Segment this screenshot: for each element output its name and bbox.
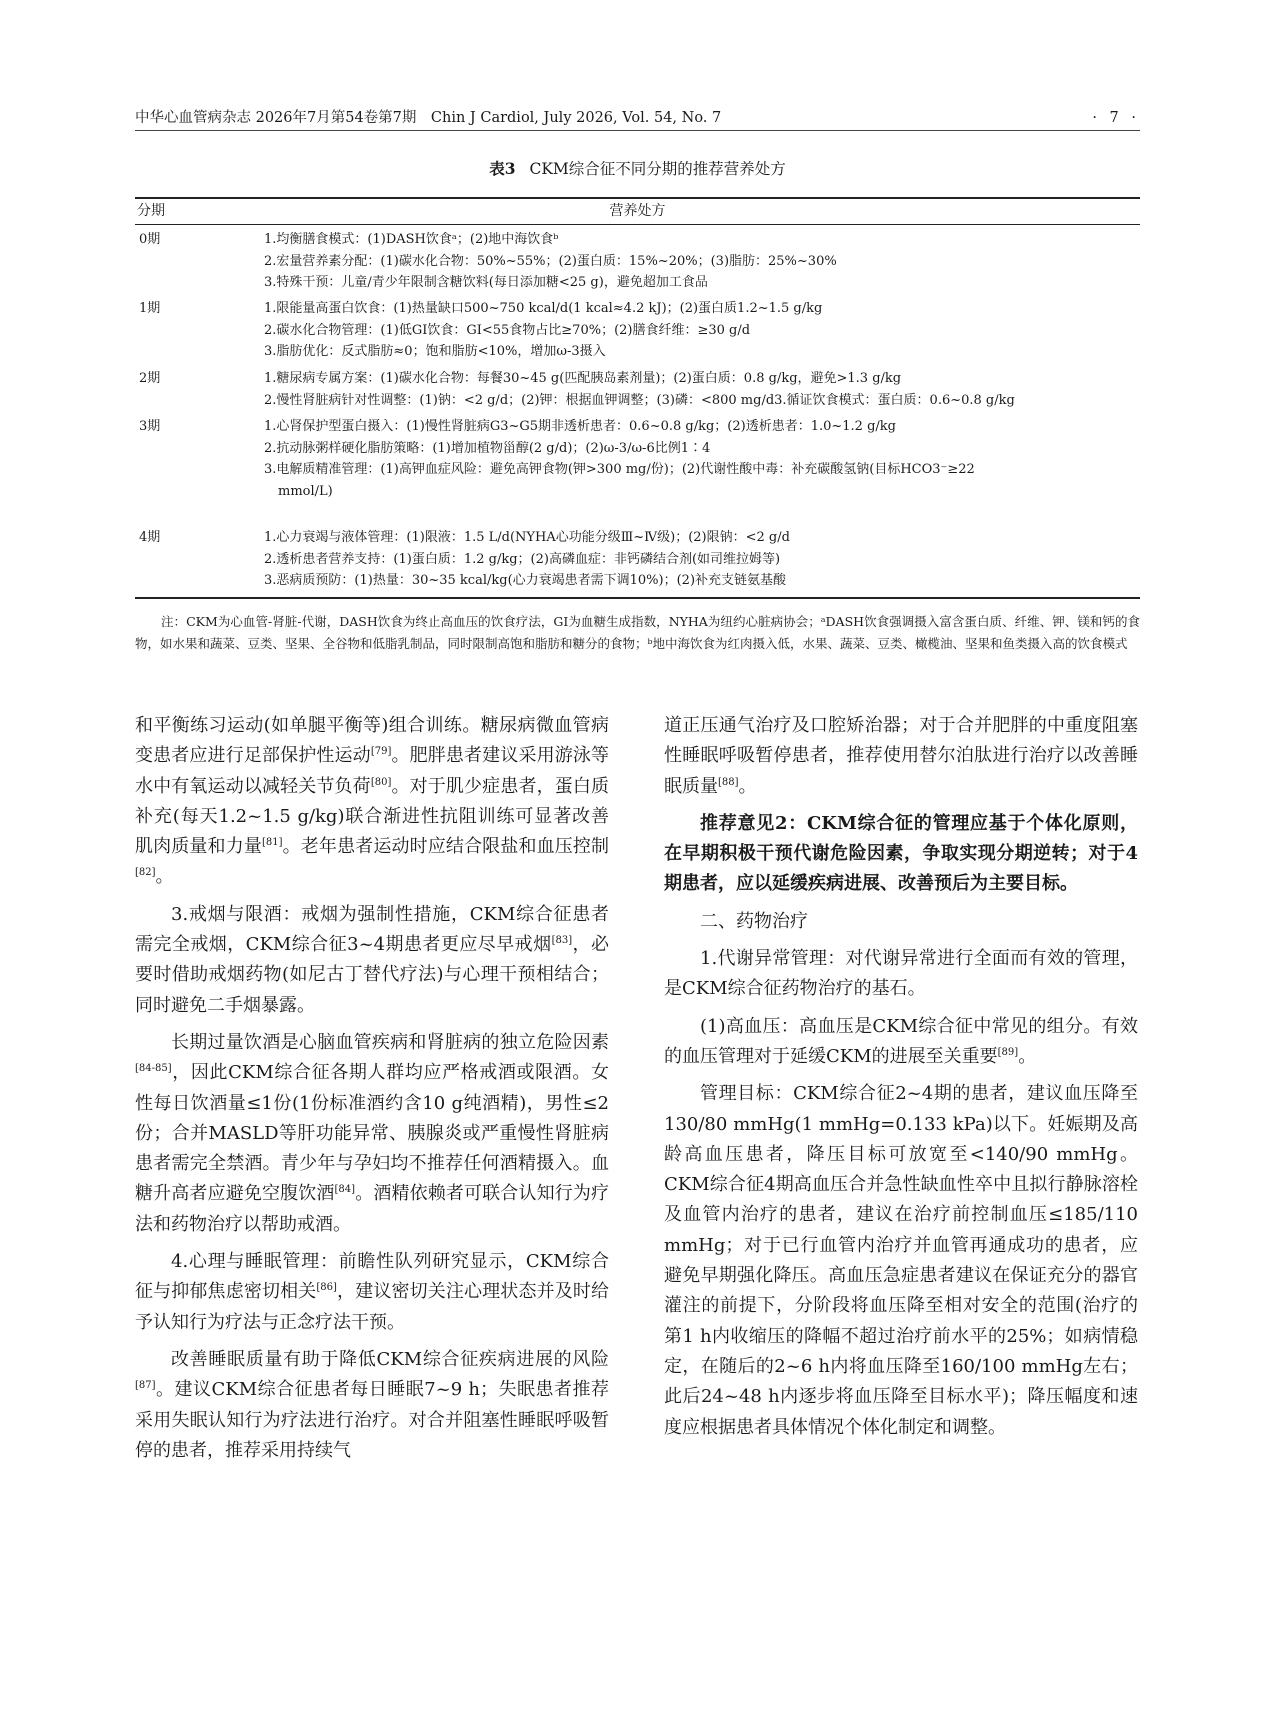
table-caption: CKM综合征不同分期的推荐营养处方 [529, 160, 786, 178]
paragraph: 3.戒烟与限酒：戒烟为强制性措施，CKM综合征患者需完全戒烟，CKM综合征3~4期患者更应尽早戒烟[83]，必要时借助戒烟药物(如尼古丁替代疗法)与心理干预相结合；同时避免二手烟暴露。 [135, 903, 610, 1016]
running-header [135, 106, 1140, 131]
row-item: 2.抗动脉粥样硬化脂肪策略：(1)增加植物甾醇(2 g/d)；(2)ω-3/ω-6比例1∶4 [264, 440, 711, 456]
row-stage: 4期 [139, 530, 161, 545]
paragraph: 和平衡练习运动(如单腿平衡等)组合训练。糖尿病微血管病变患者应进行足部保护性运动[79]。肥胖患者建议采用游泳等水中有氧运动以减轻关节负荷[80]。对于肌少症患者，蛋白质补充(每天1.2~1.5 g/kg)联合渐进性抗阻训练可显著改善肌肉质量和力量[81]。老年患者运动时应结合限盐和血压控制[82]。 [135, 715, 610, 888]
table-header-rule [135, 224, 1140, 225]
citation: [81] [261, 837, 283, 849]
table-title [135, 158, 1140, 180]
recommendation: 推荐意见2：CKM综合征的管理应基于个体化原则，在早期积极干预代谢危险因素，争取实现分期逆转；对于4期患者，应以延缓疾病进展、改善预后为主要目标。 [664, 812, 1138, 895]
table-bottom-rule [135, 597, 1140, 599]
col-header-prescription: 营养处方 [609, 203, 666, 219]
row-item: 1.心肾保护型蛋白摄入：(1)慢性肾脏病G3~G5期非透析患者：0.6~0.8 g/kg；(2)透析患者：1.0~1.2 g/kg [264, 419, 896, 434]
row-item: 3.脂肪优化：反式脂肪≈0；饱和脂肪<10%，增加ω-3摄入 [264, 344, 606, 359]
row-item: 3.特殊干预：儿童/青少年限制含糖饮料(每日添加糖<25 g)，避免超加工食品 [264, 275, 708, 290]
col-header-stage: 分期 [137, 203, 165, 219]
row-item: 1.均衡膳食模式：(1)DASH饮食ᵃ；(2)地中海饮食ᵇ [264, 232, 559, 247]
citation: [89] [997, 1046, 1019, 1058]
row-item: 2.碳水化合物管理：(1)低GI饮食：GI<55食物占比≥70%；(2)膳食纤维：≥30 g/d [264, 322, 751, 338]
row-item: 1.糖尿病专属方案：(1)碳水化合物：每餐30~45 g(匹配胰岛素剂量)；(2)蛋白质：0.8 g/kg，避免>1.3 g/kg [264, 371, 902, 386]
citation: [84] [334, 1184, 356, 1196]
paragraph: 改善睡眠质量有助于降低CKM综合征疾病进展的风险[87]。建议CKM综合征患者每日睡眠7~9 h；失眠患者推荐采用失眠认知行为疗法进行治疗。对合并阻塞性睡眠呼吸暂停的患者，推荐采用持续气 [135, 1348, 609, 1461]
citation: [83] [551, 935, 573, 947]
row-item: mmol/L) [278, 483, 333, 499]
citation: [82] [135, 867, 156, 879]
row-item: 1.限能量高蛋白饮食：(1)热量缺口500~750 kcal/d(1 kcal≈4.2 kJ)；(2)蛋白质1.2~1.5 g/kg [264, 301, 823, 316]
row-item: 3.电解质精准管理：(1)高钾血症风险：避免高钾食物(钾>300 mg/份)；(2)代谢性酸中毒：补充碳酸氢钠(目标HCO3⁻≥22 [264, 462, 975, 477]
table-label: 表3 [489, 159, 516, 178]
left-column [135, 711, 609, 1473]
table-note: 注：CKM为心血管-肾脏-代谢，DASH饮食为终止高血压的饮食疗法，GI为血糖生成指数，NYHA为纽约心脏病协会；ᵃDASH饮食强调摄入富含蛋白质、纤维、钾、镁和钙的食物，如水果和蔬菜、豆类、坚果、全谷物和低脂乳制品，同时限制高饱和脂肪和糖分的食物；ᵇ地中海饮食为红肉摄入低，水果、蔬菜、豆类、橄榄油、坚果和鱼类摄入高的饮食模式 [135, 614, 1140, 651]
row-stage: 1期 [139, 301, 161, 316]
row-item: 3.恶病质预防：(1)热量：30~35 kcal/kg(心力衰竭患者需下调10%)；(2)补充支链氨基酸 [264, 573, 787, 588]
paragraph: (1)高血压：高血压是CKM综合征中常见的组分。有效的血压管理对于延缓CKM的进展至关重要[89]。 [664, 1015, 1138, 1067]
citation: [80] [370, 776, 392, 788]
right-column [664, 711, 1138, 1450]
section-heading: 二、药物治疗 [700, 910, 808, 932]
citation: [88] [718, 776, 739, 788]
row-item: 1.心力衰竭与液体管理：(1)限液：1.5 L/d(NYHA心功能分级Ⅲ~Ⅳ级)；(2)限钠：<2 g/d [264, 530, 790, 545]
paragraph: 管理目标：CKM综合征2~4期的患者，建议血压降至130/80 mmHg(1 mmHg=0.133 kPa)以下。妊娠期及高龄高血压患者，降压目标可放宽至<140/90 mmHg。CKM综合征4期高血压合并急性缺血性卒中且拟行静脉溶栓及血管内治疗的患者，建议在治疗前控制血压≤185/110 mmHg；对于已行血管内治疗并血管再通成功的患者，应避免早期强化降压。高血压急症患者建议在保证充分的器官灌注的前提下，分阶段将血压降至相对安全的范围(治疗的第1 h内收缩压的降幅不超过治疗前水平的25%；如病情稳定，在随后的2~6 h内将血压降至160/100 mmHg左右；此后24~48 h内逐步将血压降至目标水平)；降压幅度和速度应根据患者具体情况个体化制定和调整。 [664, 1083, 1138, 1438]
row-item: 2.宏量营养素分配：(1)碳水化合物：50%~55%；(2)蛋白质：15%~20%；(3)脂肪：25%~30% [264, 253, 837, 269]
table-header [135, 199, 1140, 223]
citation: [84-85] [135, 1063, 172, 1075]
paragraph: 1.代谢异常管理：对代谢异常进行全面而有效的管理，是CKM综合征药物治疗的基石。 [664, 948, 1138, 1000]
paragraph: 4.心理与睡眠管理：前瞻性队列研究显示，CKM综合征与抑郁焦虑密切相关[86]，建议密切关注心理状态并及时给予认知行为疗法与正念疗法干预。 [135, 1251, 610, 1333]
row-item: 2.慢性肾脏病针对性调整：(1)钠：<2 g/d；(2)钾：根据血钾调整；(3)磷：<800 mg/d3.循证饮食模式：蛋白质：0.6~0.8 g/kg [264, 392, 1015, 408]
row-stage: 0期 [139, 232, 161, 247]
citation: [86] [316, 1282, 337, 1294]
citation: [79] [370, 746, 392, 758]
paragraph: 道正压通气治疗及口腔矫治器；对于合并肥胖的中重度阻塞性睡眠呼吸暂停患者，推荐使用替尔泊肽进行治疗以改善睡眠质量[88]。 [664, 715, 1138, 797]
row-stage: 2期 [139, 371, 161, 386]
citation: [87] [135, 1380, 156, 1392]
paragraph: 长期过量饮酒是心脑血管疾病和肾脏病的独立危险因素[84-85]，因此CKM综合征各期人群均应严格戒酒或限酒。女性每日饮酒量≤1份(1份标准酒约含10 g纯酒精)，男性≤2份；合并MASLD等肝功能异常、胰腺炎或严重慢性肾脏病患者需完全禁酒。青少年与孕妇均不推荐任何酒精摄入。血糖升高者应避免空腹饮酒[84]。酒精依赖者可联合认知行为疗法和药物治疗以帮助戒酒。 [135, 1031, 610, 1235]
row-item: 2.透析患者营养支持：(1)蛋白质：1.2 g/kg；(2)高磷血症：非钙磷结合剂(如司维拉姆等) [264, 551, 781, 567]
page-number: · 7 · [1092, 110, 1140, 126]
row-stage: 3期 [139, 419, 161, 434]
journal-info: 中华心血管病杂志 2026年7月第54卷第7期 Chin J Cardiol, July 2026, Vol. 54, No. 7 [135, 110, 722, 126]
